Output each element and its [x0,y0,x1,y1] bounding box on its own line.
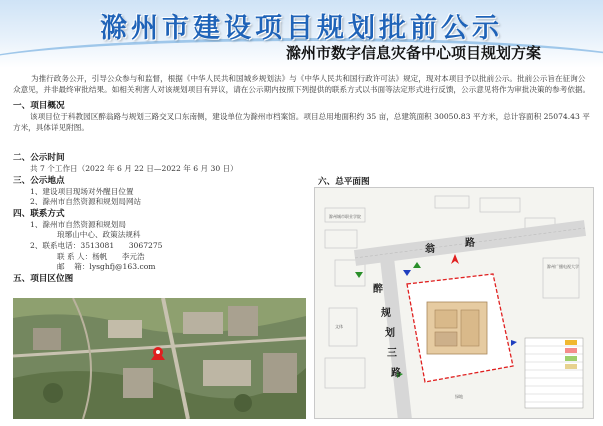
location-item-1: 1、建设项目现场对外醒目位置 [30,186,134,196]
plan-label: 滁州城市职业学院 [329,214,361,219]
overview-heading: 一、项目概况 [13,101,65,111]
road-char: 路 [391,368,401,379]
location-map-image [13,298,306,419]
road-char: 路 [465,238,475,249]
location-heading: 三、公示地点 [13,175,65,186]
period-heading: 二、公示时间 [13,153,65,163]
intro-text: 为推行政务公开，引导公众参与和监督，根据《中华人民共和国城乡规划法》与《中华人民共和国行政许可法》规定，现对本项目予以批前公示。批前公示旨在征询公众意见，并非最终审批结果。如相关利害人对该规划项目有异议，请在公示期内按照下列提供的联系方式以书面等法定形式进行反馈，公示意见将作为审批决策的参考依据。 [13,74,591,94]
plan-label: 绿地 [455,394,463,399]
road-char: 翁 [425,244,435,255]
period-text: 共 7 个工作日（2022 年 6 月 22 日—2022 年 6 月 30 日） [30,164,238,173]
sub-title: 滁州市数字信息灾备中心项目规划方案 [285,44,541,62]
contact-org: 1、滁州市自然资源和规划局 [30,219,126,229]
location-map-svg [13,298,306,419]
overview-section [13,100,603,133]
contact-heading: 四、联系方式 [13,208,65,219]
location-item-2: 2、滁州市自然资源和规划局网站 [30,197,142,207]
header-banner [0,0,603,68]
road-char: 划 [385,328,395,339]
overview-text: 该项目位于科教园区醉翁路与规划三路交叉口东南侧，建设单位为滁州市档案馆。项目总用地面积约 35 亩，总建筑面积 30050.83 平方米，总计容面积 25074.43 平方米，具体详见附图。 [13,112,590,132]
contact-person: 联 系 人：杨帆 李元浩 [57,251,145,261]
location-map-heading: 五、项目区位图 [13,273,74,284]
main-title: 滁州市建设项目规划批前公示 [100,13,503,44]
site-plan-heading: 六、总平面图 [318,177,370,187]
plan-label: 文体 [335,324,343,329]
plan-label: 滁州广播电视大学 [547,264,579,269]
contact-email[interactable]: 邮 箱：lysghfj@163.com [57,262,156,272]
site-plan-legend [525,338,583,408]
details-column [13,152,313,285]
road-char: 规 [381,308,391,319]
contact-phone: 2、联系电话：3513081 3067275 [30,240,163,250]
road-char: 醉 [373,284,383,295]
site-plan-image [314,187,594,419]
road-char: 三 [387,348,397,359]
site-plan-svg [315,188,594,419]
intro-paragraph [13,74,591,95]
contact-dept: 琅琊山中心、政策法规科 [57,230,141,240]
